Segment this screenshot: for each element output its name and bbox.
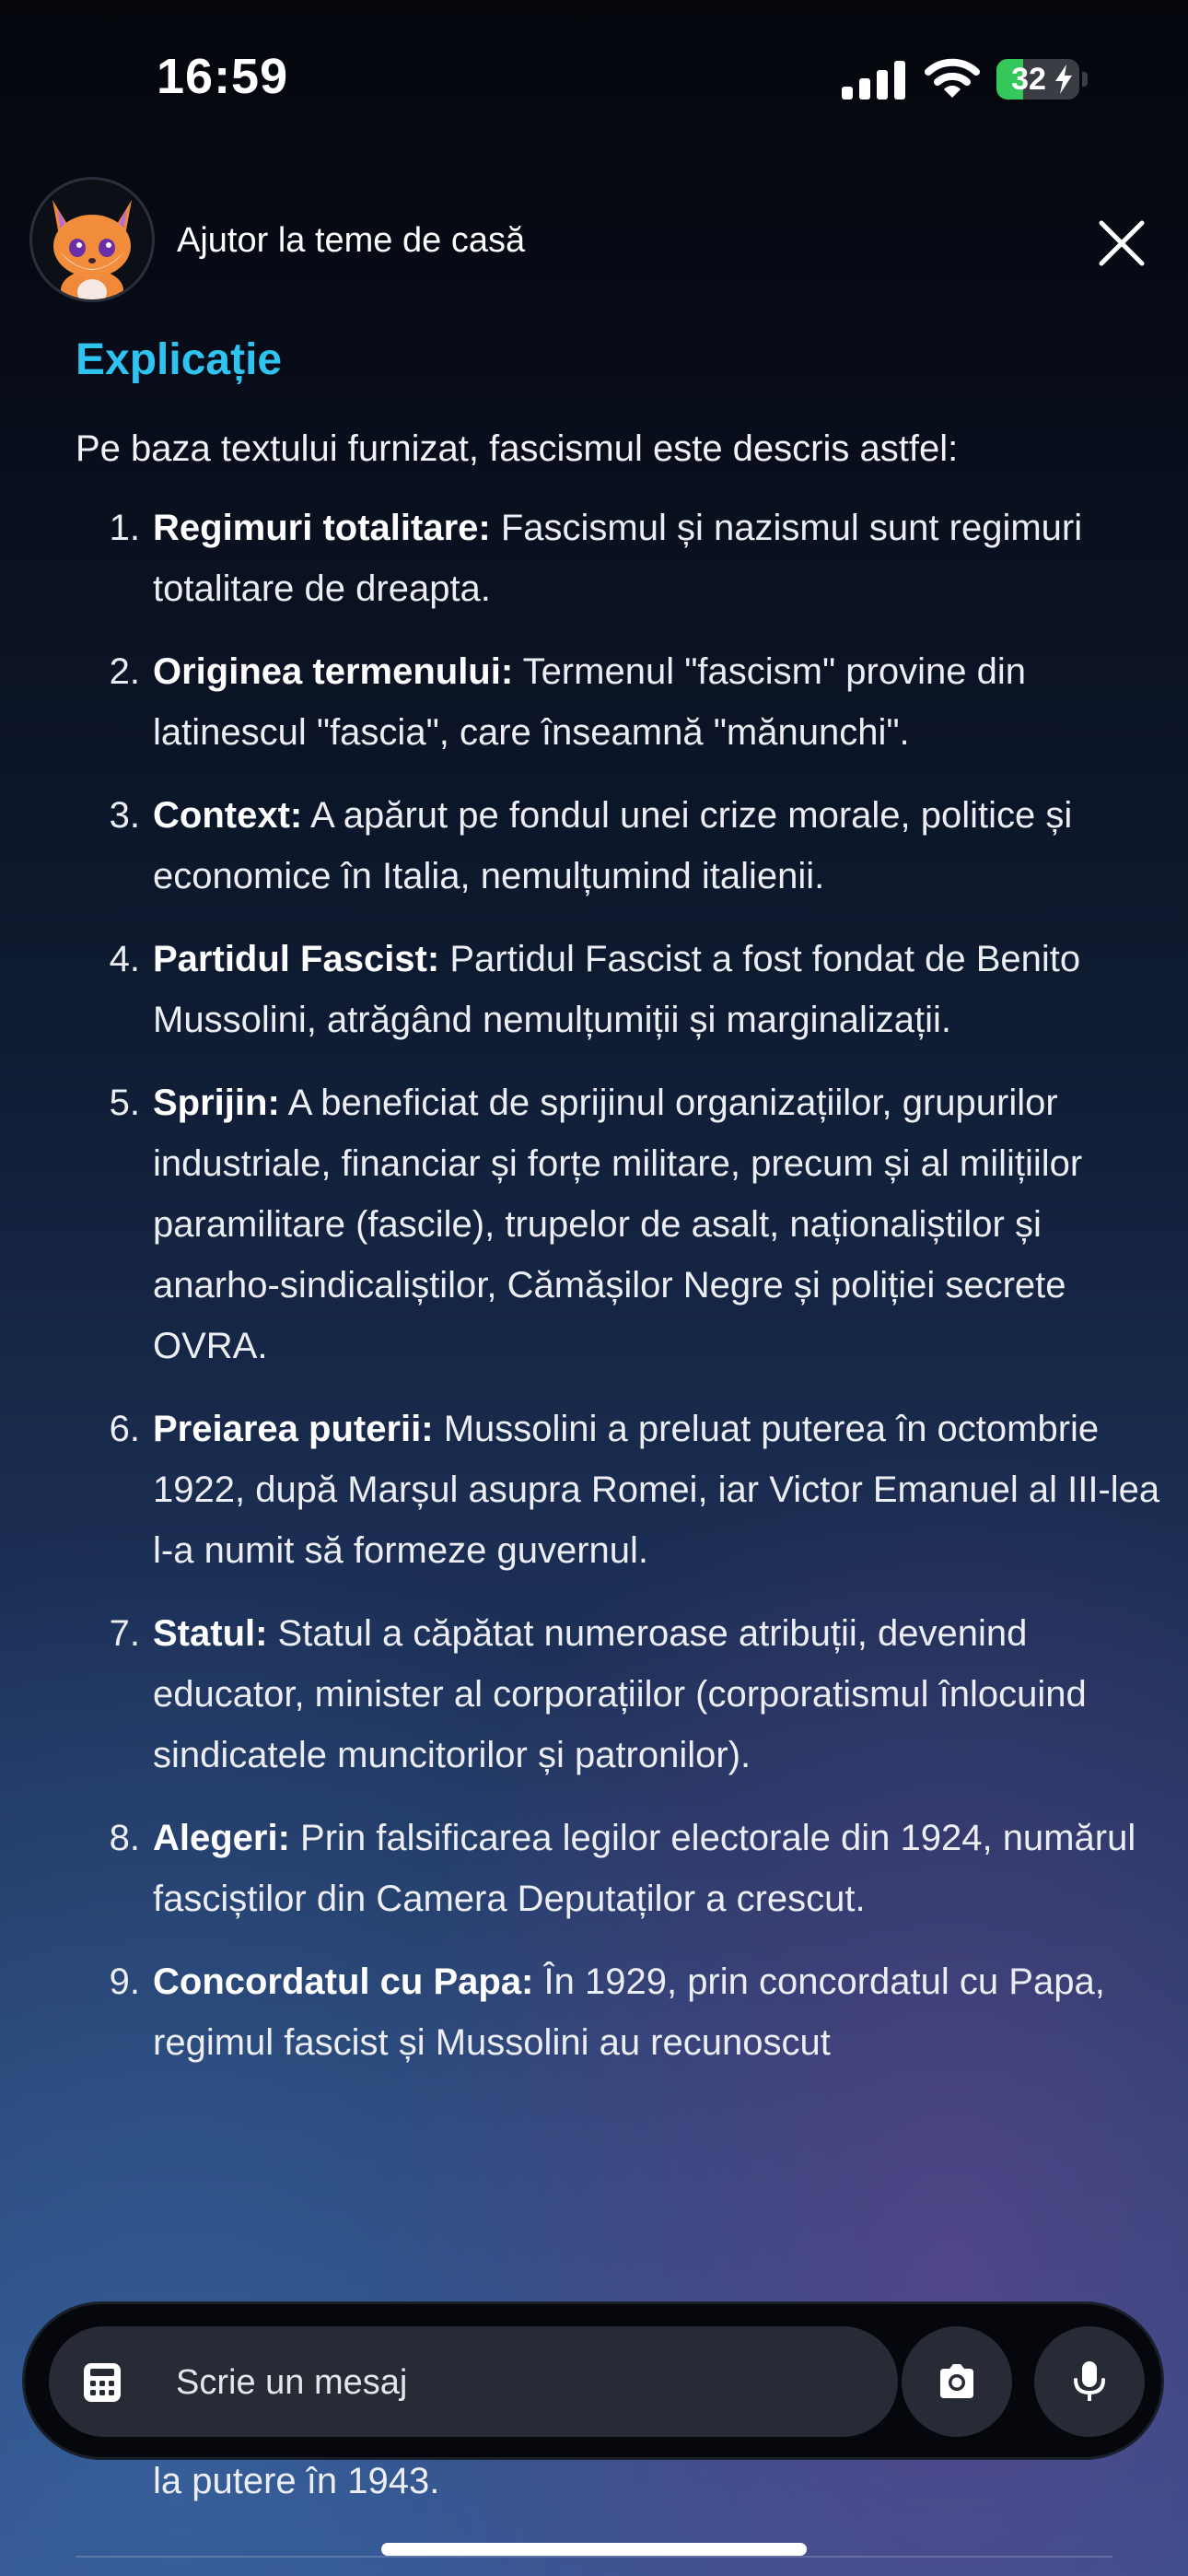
camera-button[interactable]	[902, 2326, 1012, 2437]
list-item-term: Originea termenului:	[153, 651, 514, 692]
calculator-icon[interactable]	[82, 2361, 122, 2404]
list-item	[76, 1603, 1162, 1786]
message-field[interactable]	[49, 2326, 898, 2437]
list-item-text: În 1929, prin concordatul cu Papa, regimul fascist și Mussolini au recunoscut	[153, 1961, 1105, 2063]
list-item-number: 7.	[109, 1613, 140, 1654]
list-item-number: 2.	[109, 651, 140, 692]
section-heading: Explicație	[76, 335, 283, 384]
message-input[interactable]	[174, 2326, 878, 2439]
explanation-panel	[76, 332, 1162, 2095]
status-time: 16:59	[157, 49, 289, 104]
signal-icon	[842, 61, 906, 100]
list-item-text: Prin falsificarea legilor electorale din 1924, numărul fasciștilor din Camera Deputaților a crescut.	[153, 1818, 1136, 1919]
list-item-text: Mussolini a preluat puterea în octombrie 1922, după Marșul asupra Romei, iar Victor Emanuel al III-lea l-a numit să formeze guvernul.	[153, 1409, 1160, 1571]
list-item-term: Regimuri totalitare:	[153, 508, 491, 548]
home-indicator[interactable]	[381, 2543, 807, 2556]
list-item-term: Concordatul cu Papa:	[153, 1961, 534, 2002]
list-item-term: Alegeri:	[153, 1818, 290, 1858]
list-item	[76, 929, 1162, 1050]
battery-level: 32	[1011, 62, 1046, 97]
list-item-number: 8.	[109, 1818, 140, 1858]
list-item-text: Termenul "fascism" provine din latinescul "fascia", care înseamnă "mănunchi".	[153, 651, 1026, 753]
list-item-continuation: la putere în 1943.	[153, 2461, 440, 2501]
camera-icon	[935, 2359, 979, 2404]
explanation-list	[76, 498, 1162, 2073]
divider	[76, 2556, 1112, 2558]
list-item-term: Preiarea puterii:	[153, 1409, 434, 1449]
close-button[interactable]	[1092, 214, 1151, 273]
list-item-text: Fascismul și nazismul sunt regimuri totalitare de dreapta.	[153, 508, 1083, 609]
list-item	[76, 1072, 1162, 1376]
intro-text: Pe baza textului furnizat, fascismul este descris astfel:	[76, 428, 959, 469]
fox-avatar-icon	[29, 177, 155, 302]
page-title: Ajutor la teme de casă	[177, 221, 526, 260]
list-item-text: A apărut pe fondul unei crize morale, politice și economice în Italia, nemulțumind italienii.	[153, 795, 1073, 896]
list-item-number: 5.	[109, 1083, 140, 1123]
list-item-term: Statul:	[153, 1613, 268, 1654]
list-item-term: Sprijin:	[153, 1083, 280, 1123]
list-item-text: A beneficiat de sprijinul organizațiilor, grupurilor industriale, financiar și forțe militare, precum și al milițiilor paramilitare (fascile), trupelor de asalt, naționaliștilor și anarho-sindicaliștilor, Cămășilor Negre și poliției secrete OVRA.	[153, 1083, 1083, 1366]
list-item	[76, 1399, 1162, 1581]
wifi-icon	[925, 57, 980, 100]
list-item-term: Context:	[153, 795, 303, 836]
close-icon	[1092, 214, 1151, 273]
list-item-term: Partidul Fascist:	[153, 939, 440, 979]
list-item-number: 3.	[109, 795, 140, 836]
microphone-icon	[1067, 2359, 1112, 2404]
charging-bolt-icon	[1054, 64, 1074, 94]
list-item-number: 6.	[109, 1409, 140, 1449]
list-item-text: Partidul Fascist a fost fondat de Benito Mussolini, atrăgând nemulțumiții și marginalizații.	[153, 939, 1081, 1040]
list-item-number: 9.	[109, 1961, 140, 2002]
list-item	[76, 1951, 1162, 2073]
list-item-number: 1.	[109, 508, 140, 548]
list-item-number: 4.	[109, 939, 140, 979]
microphone-button[interactable]	[1034, 2326, 1145, 2437]
battery-cap	[1082, 72, 1088, 87]
list-item	[76, 641, 1162, 763]
chat-header	[0, 166, 1188, 313]
status-bar	[0, 0, 1188, 157]
list-item	[76, 1808, 1162, 1929]
list-item	[76, 785, 1162, 907]
list-item-text: Statul a căpătat numeroase atribuții, devenind educator, minister al corporațiilor (corporatismul înlocuind sindicatele muncitorilor și patronilor).	[153, 1613, 1087, 1775]
list-item	[76, 498, 1162, 619]
battery-icon	[996, 59, 1079, 100]
message-composer	[22, 2301, 1164, 2460]
